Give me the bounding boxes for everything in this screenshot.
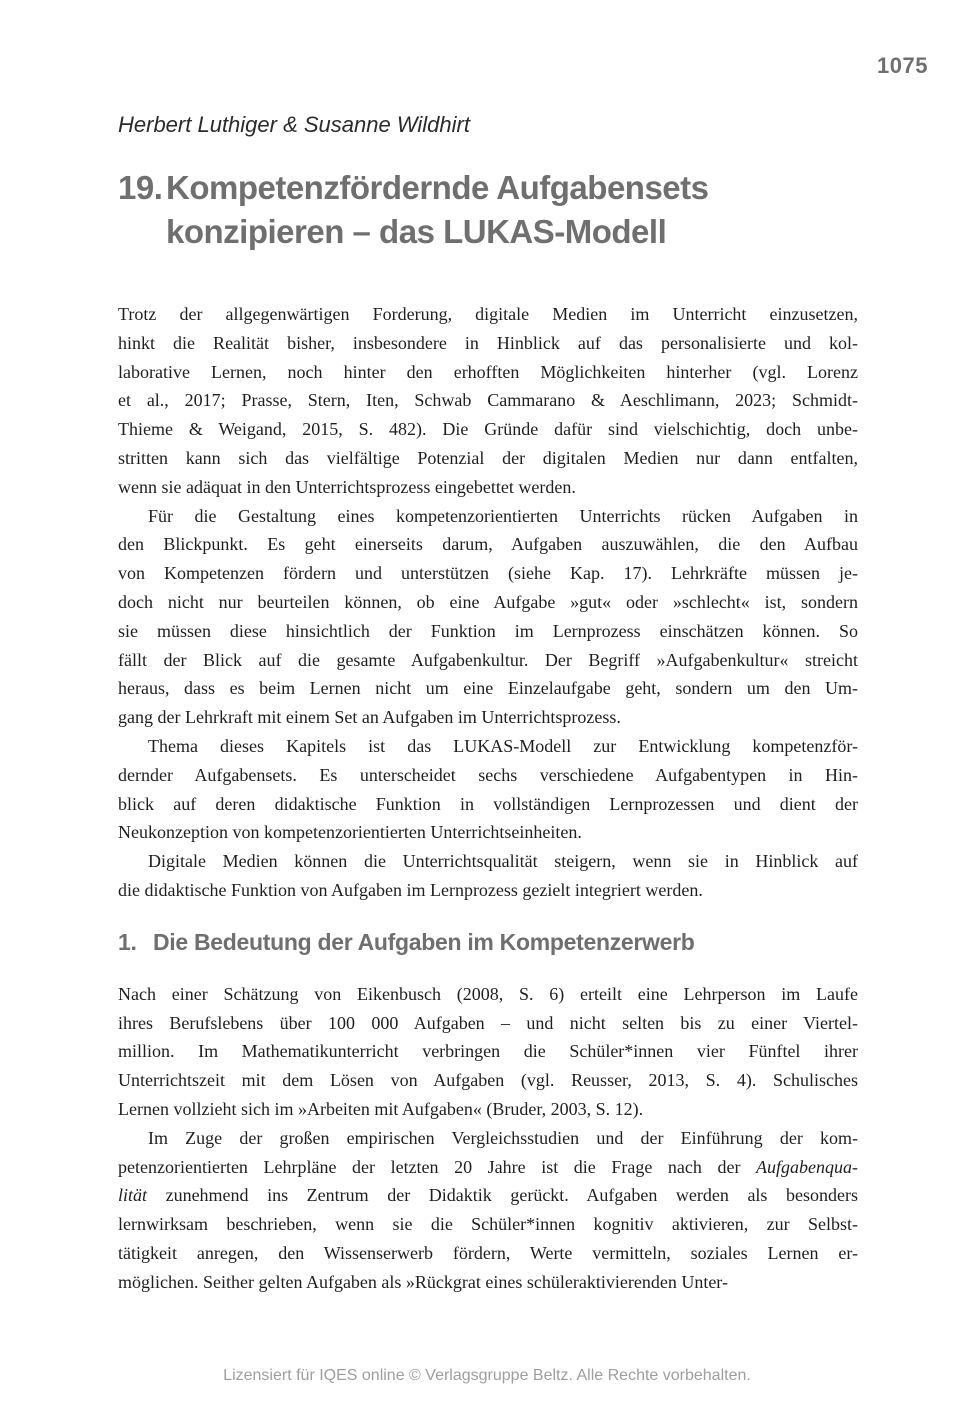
section-heading [118,927,858,957]
title-line: Kompetenzfördernde Aufgabensets [166,169,709,206]
text-line: stritten kann sich das vielfältige Potenzial der digitalen Medien nur dann entfalten, [118,447,858,468]
text-line: Neukonzeption von kompetenzorientierten Unterrichtseinheiten. [118,822,582,843]
text-line: wenn sie adäquat in den Unterrichtsprozess eingebettet werden. [118,476,576,497]
text-line: die didaktische Funktion von Aufgaben im Lernprozess gezielt integriert werden. [118,879,703,900]
text-line: dernder Aufgabensets. Es unterscheidet sechs verschiedene Aufgabentypen in Hin- [118,764,858,785]
chapter-number: 19. [118,169,163,206]
section-title: Die Bedeutung der Aufgaben im Kompetenzerwerb [153,928,695,955]
section1-paragraphs [118,980,858,1297]
chapter-title [118,166,858,254]
page-number: 1075 [877,53,928,78]
text-line: Lernen vollzieht sich im »Arbeiten mit Aufgaben« (Bruder, 2003, S. 12). [118,1098,644,1119]
paragraph [118,300,858,502]
text-line: laborative Lernen, noch hinter den erhofften Möglichkeiten hinterher (vgl. Lorenz [118,361,858,382]
text-line: Im Zuge der großen empirischen Vergleichsstudien und der Einführung der kom- [148,1127,858,1148]
text-line: et al., 2017; Prasse, Stern, Iten, Schwab Cammarano & Aeschlimann, 2023; Schmidt- [118,390,858,411]
text-line: fällt der Blick auf die gesamte Aufgabenkultur. Der Begriff »Aufgabenkultur« streicht [118,649,858,670]
text-line: million. Im Mathematikunterricht verbringen die Schüler*innen vier Fünftel ihrer [118,1041,858,1062]
text-line: von Kompetenzen fördern und unterstützen (siehe Kap. 17). Lehrkräfte müssen je- [118,563,858,584]
page-body [118,300,858,1297]
text-line: heraus, dass es beim Lernen nicht um eine Einzelaufgabe geht, sondern um den Um- [118,678,858,699]
text-line: doch nicht nur beurteilen können, ob eine Aufgabe »gut« oder »schlecht« ist, sondern [118,591,858,612]
paragraph [118,1124,858,1297]
authors-line: Herbert Luthiger & Susanne Wildhirt [118,112,470,137]
title-line: konzipieren – das LUKAS-Modell [166,213,667,250]
license-footer: Lizensiert für IQES online © Verlagsgruppe Beltz. Alle Rechte vorbehalten. [223,1367,751,1384]
text-line: Nach einer Schätzung von Eikenbusch (2008, S. 6) erteilt eine Lehrperson im Laufe [118,983,858,1004]
paragraph [118,732,858,847]
text-line: Thieme & Weigand, 2015, S. 482). Die Gründe dafür sind vielschichtig, doch unbe- [118,419,858,440]
text-line: sie müssen diese hinsichtlich der Funktion im Lernprozess einschätzen können. So [118,620,858,641]
section-number: 1. [118,928,137,955]
text-line: ihres Berufslebens über 100 000 Aufgaben – und nicht selten bis zu einer Viertel- [118,1012,858,1033]
text-line: Digitale Medien können die Unterrichtsqualität steigern, wenn sie in Hinblick auf [148,851,858,872]
text-line: blick auf deren didaktische Funktion in vollständigen Lernprozessen und dient der [118,793,858,814]
text-line: gang der Lehrkraft mit einem Set an Aufgaben im Unterrichtsprozess. [118,707,621,728]
text-line: den Blickpunkt. Es geht einerseits darum, Aufgaben auszuwählen, die den Aufbau [118,534,858,555]
text-line: lernwirksam beschrieben, wenn sie die Schüler*innen kognitiv aktivieren, zur Selbst- [118,1214,858,1235]
text-line: petenzorientierten Lehrpläne der letzten 20 Jahre ist die Frage nach der Aufgabenqua- [118,1156,858,1177]
paragraph [118,502,858,732]
text-line: Unterrichtszeit mit dem Lösen von Aufgaben (vgl. Reusser, 2013, S. 4). Schulisches [118,1070,858,1091]
text-line: lität zunehmend ins Zentrum der Didaktik gerückt. Aufgaben werden als besonders [118,1185,858,1206]
text-line: Thema dieses Kapitels ist das LUKAS-Modell zur Entwicklung kompetenzför- [148,735,858,756]
text-line: möglichen. Seither gelten Aufgaben als »Rückgrat eines schüleraktivierenden Unter- [118,1271,728,1292]
text-line: tätigkeit anregen, den Wissenserwerb fördern, Werte vermitteln, soziales Lernen er- [118,1242,858,1263]
text-line: Trotz der allgegenwärtigen Forderung, digitale Medien im Unterricht einzusetzen, [118,304,858,324]
intro-paragraphs [118,300,858,905]
text-line: hinkt die Realität bisher, insbesondere in Hinblick auf das personalisierte und kol- [118,332,858,353]
paragraph [118,980,858,1124]
paragraph [118,847,858,905]
chapter-title-text [166,166,858,254]
text-line: Für die Gestaltung eines kompetenzorientierten Unterrichts rücken Aufgaben in [148,505,858,526]
